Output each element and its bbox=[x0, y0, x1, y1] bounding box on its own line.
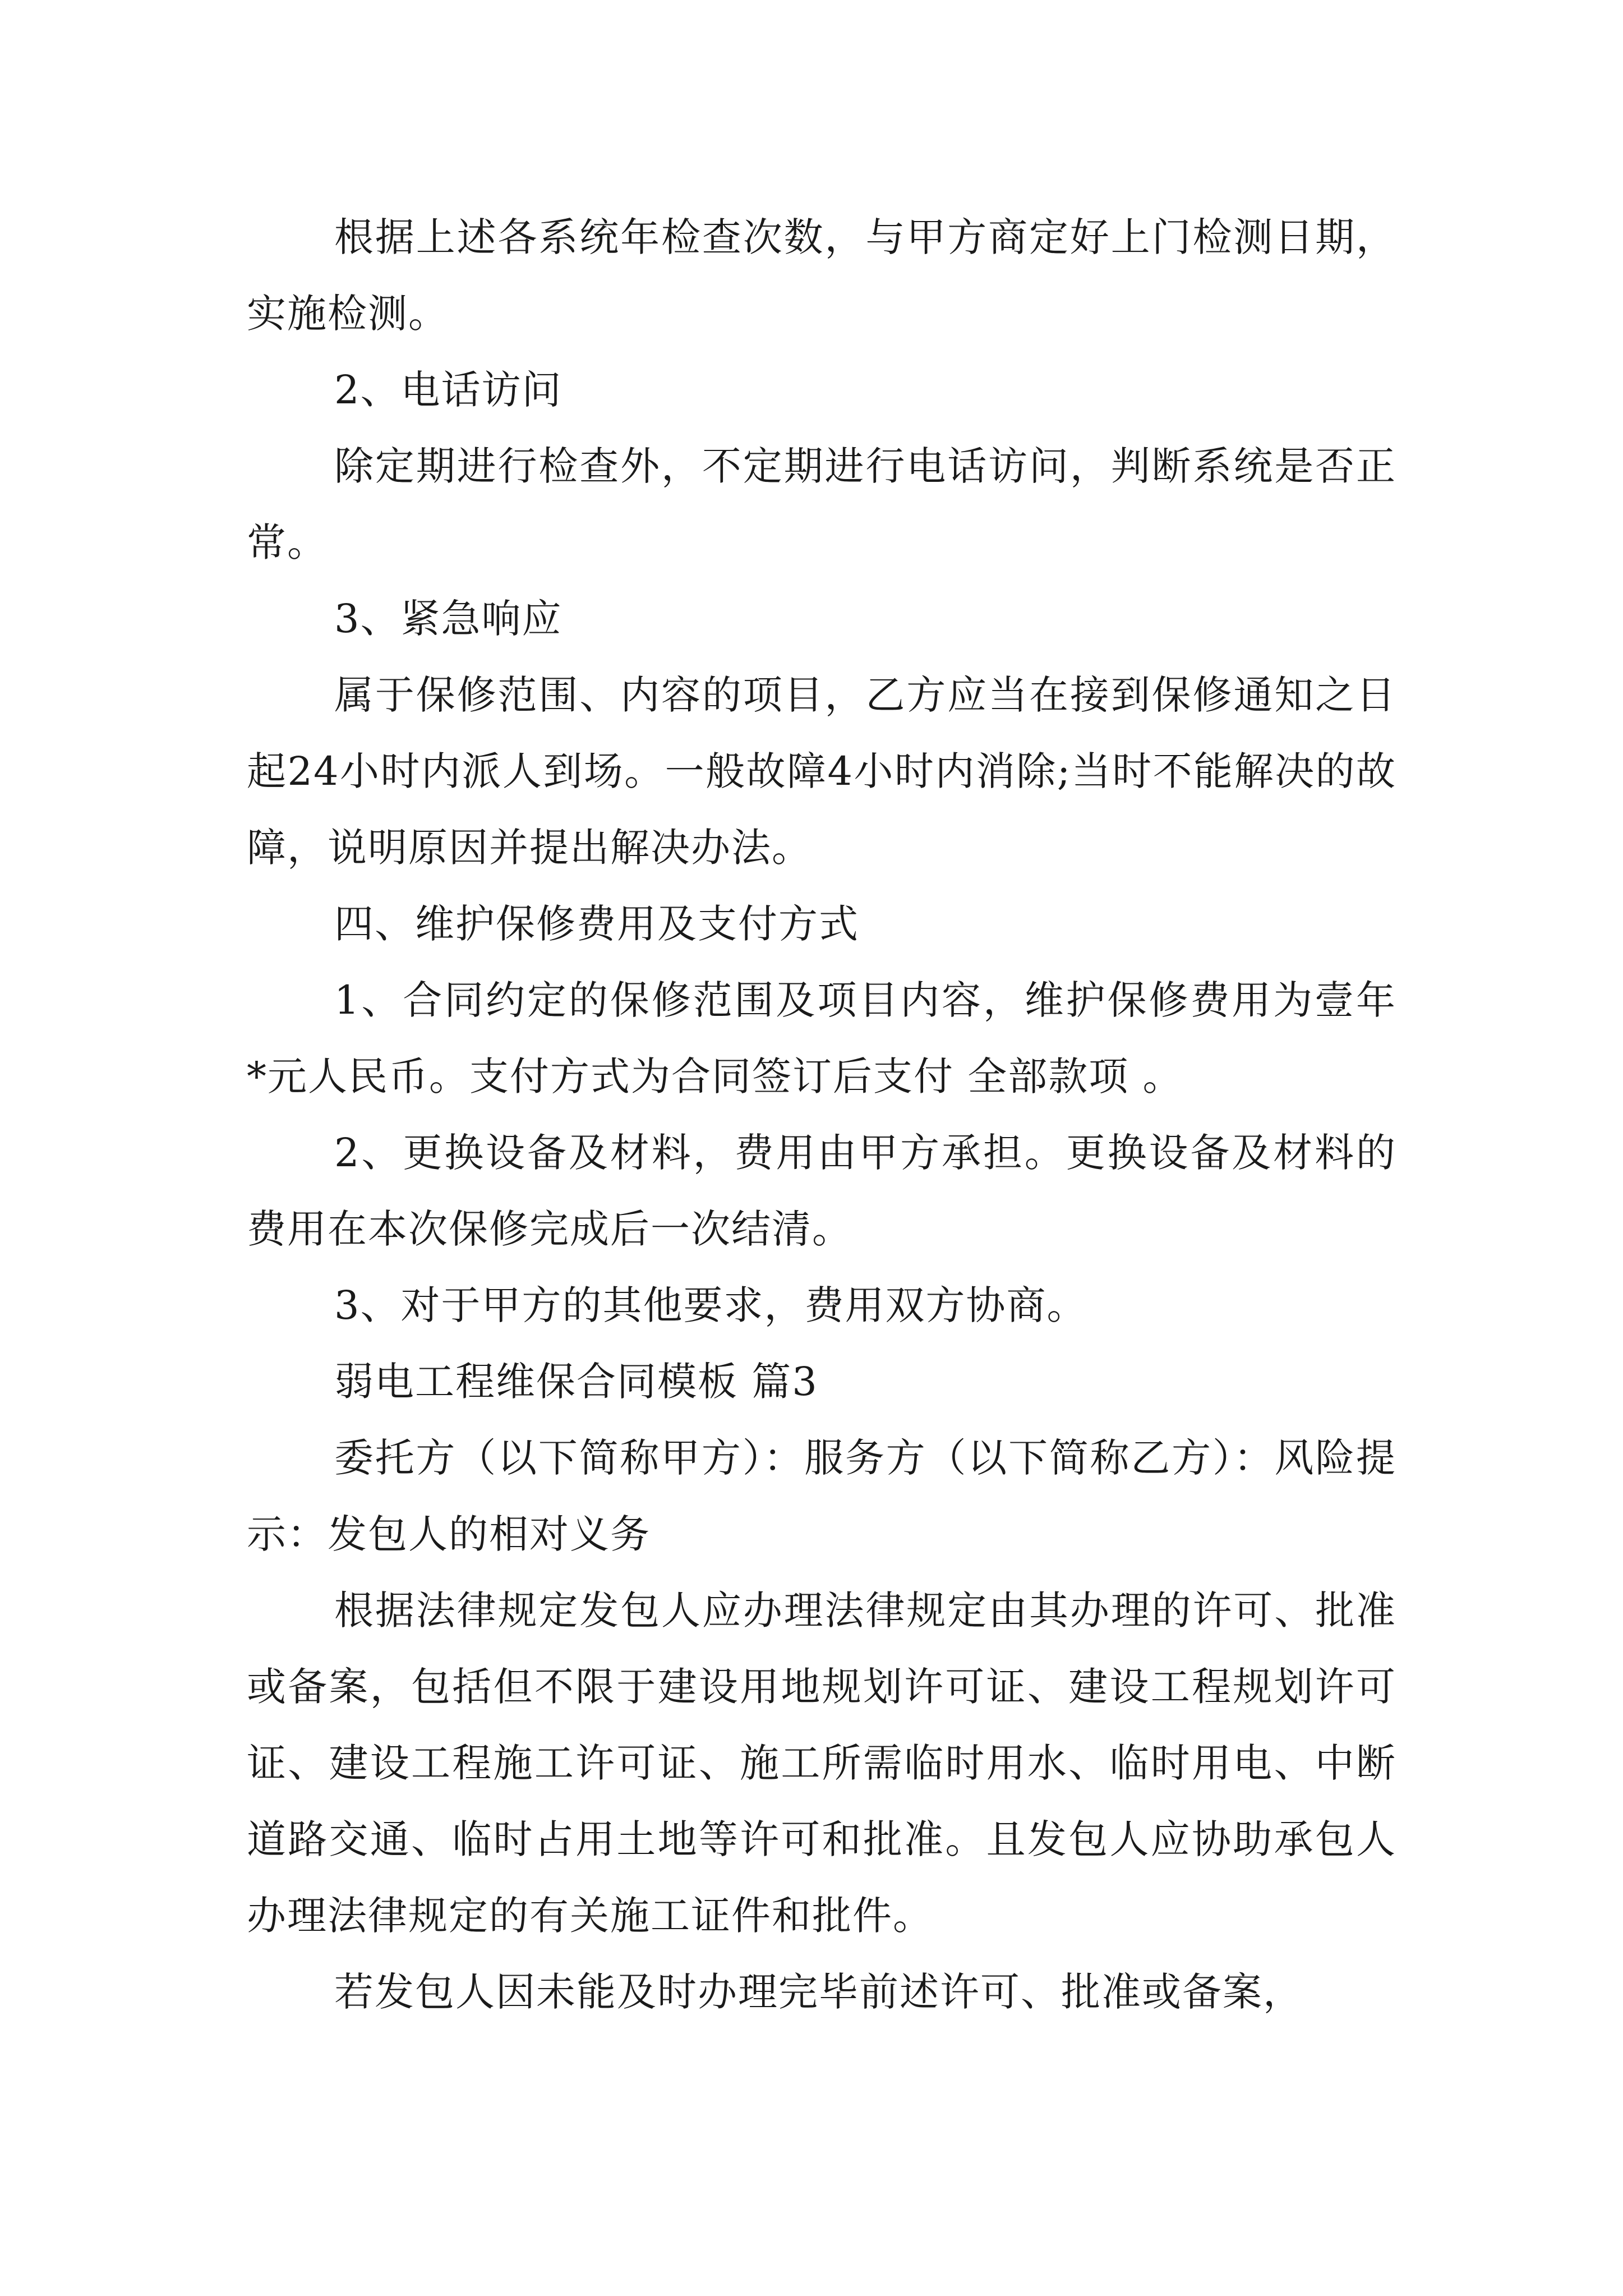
paragraph-fee-2: 2、更换设备及材料，费用由甲方承担。更换设备及材料的费用在本次保修完成后一次结清。 bbox=[247, 1130, 1396, 1252]
paragraph-inspection-schedule: 根据上述各系统年检查次数，与甲方商定好上门检测日期，实施检测。 bbox=[247, 214, 1396, 337]
section-title-part-3: 弱电工程维保合同模板 篇3 bbox=[334, 1359, 818, 1405]
paragraph-failure-to-obtain: 若发包人因未能及时办理完毕前述许可、批准或备案， bbox=[334, 1969, 1303, 2015]
paragraph-legal-obligations: 根据法律规定发包人应办理法律规定由其办理的许可、批准或备案，包括但不限于建设用地规划许可证、建设工程规划许可证、建设工程施工许可证、施工所需临时用水、临时用电、中断道路交通、临时占用土地等许可和批准。且发包人应协助承包人办理法律规定的有关施工证件和批件。 bbox=[247, 1588, 1396, 1939]
paragraph-fee-3: 3、对于甲方的其他要求，费用双方协商。 bbox=[334, 1282, 1087, 1328]
document-page bbox=[247, 199, 1410, 2030]
paragraph-emergency-response: 属于保修范围、内容的项目，乙方应当在接到保修通知之日起24小时内派人到场。一般故障4小时内消除;当时不能解决的故障，说明原因并提出解决办法。 bbox=[247, 672, 1396, 871]
heading-fees-payment: 四、维护保修费用及支付方式 bbox=[334, 901, 859, 947]
paragraph-parties: 委托方（以下简称甲方）：服务方（以下简称乙方）：风险提示：发包人的相对义务 bbox=[247, 1435, 1396, 1557]
heading-emergency-response: 3、紧急响应 bbox=[334, 596, 562, 642]
paragraph-fee-1: 1、合同约定的保修范围及项目内容，维护保修费用为壹年 *元人民币。支付方式为合同签订后支付 全部款项 。 bbox=[247, 977, 1410, 1099]
paragraph-phone-visit: 除定期进行检查外，不定期进行电话访问，判断系统是否正常。 bbox=[247, 443, 1396, 565]
heading-phone-visit: 2、电话访问 bbox=[334, 367, 562, 413]
